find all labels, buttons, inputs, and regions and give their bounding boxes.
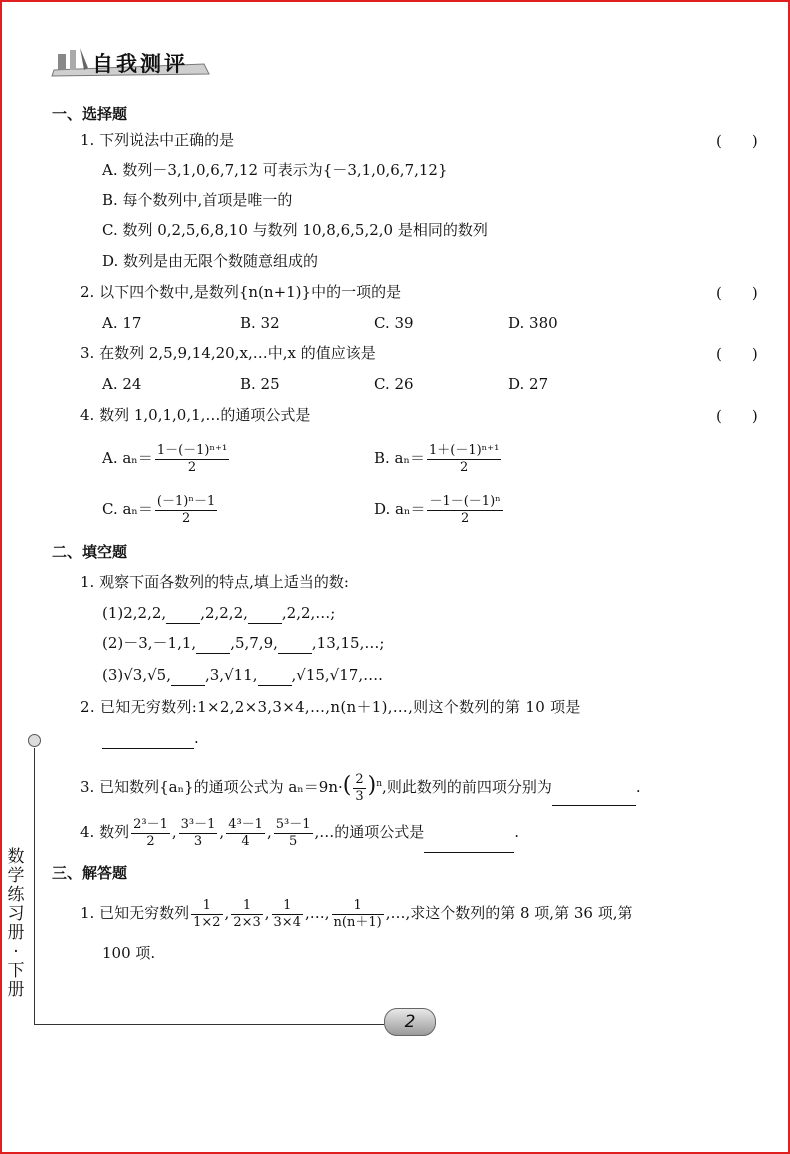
answer-q1-mid: ,…,: [304, 904, 330, 922]
fill-q3-exponent: n: [376, 779, 383, 789]
q4-option-a: [102, 438, 231, 478]
answer-blank[interactable]: [552, 769, 636, 806]
fill-q3-denominator: 3: [355, 788, 364, 804]
q4-option-c-fraction: [155, 494, 217, 527]
q4-option-b-fraction: [427, 443, 501, 476]
answer-q1-fraction-1: [191, 898, 222, 931]
denominator: 4: [241, 833, 250, 849]
q3-option-b: B. 25: [240, 375, 280, 393]
numerator: 3³－1: [180, 816, 216, 832]
q4-b-denominator: 2: [460, 459, 469, 475]
fill-q1-l3-part-a: (3)√3,√5,: [102, 666, 171, 684]
fill-q1-line1: [102, 603, 335, 624]
denominator: 2×3: [233, 914, 261, 930]
right-paren: ): [367, 773, 377, 798]
q4-answer-parens: ( ): [716, 407, 758, 425]
denominator: 3: [193, 833, 203, 849]
q4-a-denominator: 2: [187, 459, 197, 475]
section3-heading: 三、解答题: [52, 864, 128, 882]
fill-q2-answer-line: [102, 728, 199, 749]
q4-option-b-label: B. aₙ＝: [374, 449, 425, 467]
denominator: 1×2: [193, 914, 221, 930]
q4-option-d-label: D. aₙ＝: [374, 500, 426, 518]
answer-blank[interactable]: [196, 633, 230, 654]
answer-q1-fraction-4: [332, 898, 384, 931]
section2-heading: 二、填空题: [52, 543, 128, 561]
q1-answer-parens: ( ): [716, 132, 758, 150]
q1-option-b: B. 每个数列中,首项是唯一的: [102, 191, 293, 209]
numerator: 4³－1: [228, 816, 263, 832]
q4-stem: 4. 数列 1,0,1,0,1,…的通项公式是: [80, 406, 311, 424]
denominator: 2: [146, 833, 155, 849]
fill-q1-l2-part-c: ,13,15,…;: [311, 634, 385, 652]
margin-circle-icon: [28, 734, 41, 747]
section-banner-title: 自我测评: [92, 52, 188, 76]
q2-option-d: D. 380: [508, 314, 558, 332]
section1-heading: 一、选择题: [52, 105, 128, 123]
q4-a-numerator: 1－(－1)ⁿ⁺¹: [156, 442, 228, 458]
left-paren: (: [342, 773, 352, 798]
fill-q4-tail: .: [514, 823, 520, 841]
fill-q1-l2-part-a: (2)－3,－1,1,: [102, 634, 197, 652]
numerator: 5³－1: [275, 816, 311, 832]
fill-q1-line2: [102, 633, 384, 654]
q4-option-d: [374, 489, 505, 529]
fill-q4-fraction-1: [131, 817, 170, 850]
q3-option-d: D. 27: [508, 375, 549, 393]
fill-q2-tail: .: [194, 729, 199, 747]
fill-q1-l1-part-c: ,2,2,…;: [281, 604, 336, 622]
q4-c-numerator: (－1)ⁿ－1: [156, 493, 216, 509]
q1-option-a: A. 数列－3,1,0,6,7,12 可表示为{－3,1,0,6,7,12}: [102, 161, 448, 179]
denominator: n(n＋1): [333, 914, 382, 930]
fill-q2-stem: 2. 已知无穷数列:1×2,2×3,3×4,…,n(n＋1),…,则这个数列的第 10 项是: [80, 698, 581, 716]
answer-q1-fraction-2: [231, 898, 262, 931]
fill-q4-part-b: ,…的通项公式是: [314, 823, 425, 841]
numerator: 1: [231, 898, 262, 915]
fill-q3-numerator: 2: [355, 771, 364, 787]
answer-blank[interactable]: [171, 665, 205, 686]
fill-q1-l3-part-c: ,√15,√17,….: [291, 666, 383, 684]
answer-q1-part-a: 1. 已知无穷数列: [80, 904, 190, 922]
numerator: 1: [332, 898, 384, 915]
q3-option-c: C. 26: [374, 375, 414, 393]
fill-q4-fraction-4: [274, 817, 313, 850]
q2-option-b: B. 32: [240, 314, 280, 332]
side-book-title: 数学练习册·下册: [7, 847, 25, 1000]
q4-d-numerator: －1－(－1)ⁿ: [429, 493, 501, 509]
fill-q3-part-a: 3. 已知数列{aₙ}的通项公式为 aₙ＝9n·: [80, 778, 343, 796]
margin-vertical-rule: [34, 748, 35, 1024]
q4-option-a-label: A. aₙ＝: [102, 449, 153, 467]
fill-q1-stem: 1. 观察下面各数列的特点,填上适当的数:: [80, 573, 349, 591]
footer-rule: [34, 1024, 384, 1025]
fill-q4-fraction-3: [226, 817, 265, 850]
fill-q4-fraction-2: [179, 817, 218, 850]
q1-stem: 1. 下列说法中正确的是: [80, 131, 235, 149]
answer-blank[interactable]: [424, 812, 514, 853]
answer-blank[interactable]: [102, 728, 194, 749]
numerator: 1: [272, 898, 303, 915]
fill-q1-l2-part-b: ,5,7,9,: [230, 634, 278, 652]
q4-option-d-fraction: [427, 494, 502, 527]
q4-c-denominator: 2: [181, 510, 191, 526]
q3-answer-parens: ( ): [716, 345, 758, 363]
fill-q4-stem: 4. 数列 $\frac{\text{2³－1}}{2}$ , $\frac{\text{3³－1}}{3}$ , $\frac{\text{4³－1}}{4}$ , $\frac{\text{5³－1}}{5}$ ,…的通项公式是 .: [80, 812, 519, 852]
q1-option-c: C. 数列 0,2,5,6,8,10 与数列 10,8,6,5,2,0 是相同的数列: [102, 221, 488, 239]
q4-option-b: [374, 438, 503, 478]
fill-q3-stem: [80, 766, 641, 802]
page-number-badge: 2: [384, 1008, 436, 1036]
q3-option-a: A. 24: [102, 375, 142, 393]
numerator: 2³－1: [133, 816, 168, 832]
q4-option-c-label: C. aₙ＝: [102, 500, 153, 518]
fill-q1-l3-part-b: ,3,√11,: [205, 666, 258, 684]
q4-b-numerator: 1＋(－1)ⁿ⁺¹: [429, 442, 500, 458]
fill-q1-line3: [102, 665, 383, 686]
fill-q1-l1-part-b: ,2,2,2,: [200, 604, 248, 622]
q1-option-d: D. 数列是由无限个数随意组成的: [102, 252, 319, 270]
answer-blank[interactable]: [248, 603, 282, 624]
q2-stem: 2. 以下四个数中,是数列{n(n+1)}中的一项的是: [80, 283, 402, 301]
numerator: 1: [191, 898, 222, 915]
q2-option-a: A. 17: [102, 314, 142, 332]
q3-stem: 3. 在数列 2,5,9,14,20,x,…中,x 的值应该是: [80, 344, 376, 362]
answer-q1-stem: 1. 已知无穷数列 $\frac{1}{1\times 2}$ , $\frac{1}{2\times 3}$ , $\frac{1}{3\times 4}$ ,…, $\frac{1}{n(n+1)}$ ,…,求这个数列的第 8 项,第 36 项,第: [80, 897, 633, 930]
answer-q1-part-b: ,…,求这个数列的第 8 项,第 36 项,第: [385, 904, 633, 922]
answer-q1-line2: 100 项.: [102, 944, 156, 962]
denominator: 5: [288, 833, 298, 849]
answer-blank[interactable]: [166, 603, 200, 624]
fill-q3-tail: .: [635, 778, 641, 796]
answer-q1-fraction-3: [272, 898, 303, 931]
fill-q4-part-a: 4. 数列: [80, 823, 130, 841]
fill-q3-fraction: [353, 772, 365, 805]
fill-q3-part-b: ,则此数列的前四项分别为: [382, 778, 552, 796]
q4-d-denominator: 2: [460, 510, 470, 526]
q4-option-a-fraction: [155, 443, 229, 476]
fill-q1-l1-part-a: (1)2,2,2,: [102, 604, 167, 622]
q2-option-c: C. 39: [374, 314, 414, 332]
q4-option-c: [102, 489, 219, 529]
answer-blank[interactable]: [278, 633, 312, 654]
q2-answer-parens: ( ): [716, 284, 758, 302]
answer-blank[interactable]: [258, 665, 292, 686]
denominator: 3×4: [273, 914, 301, 930]
